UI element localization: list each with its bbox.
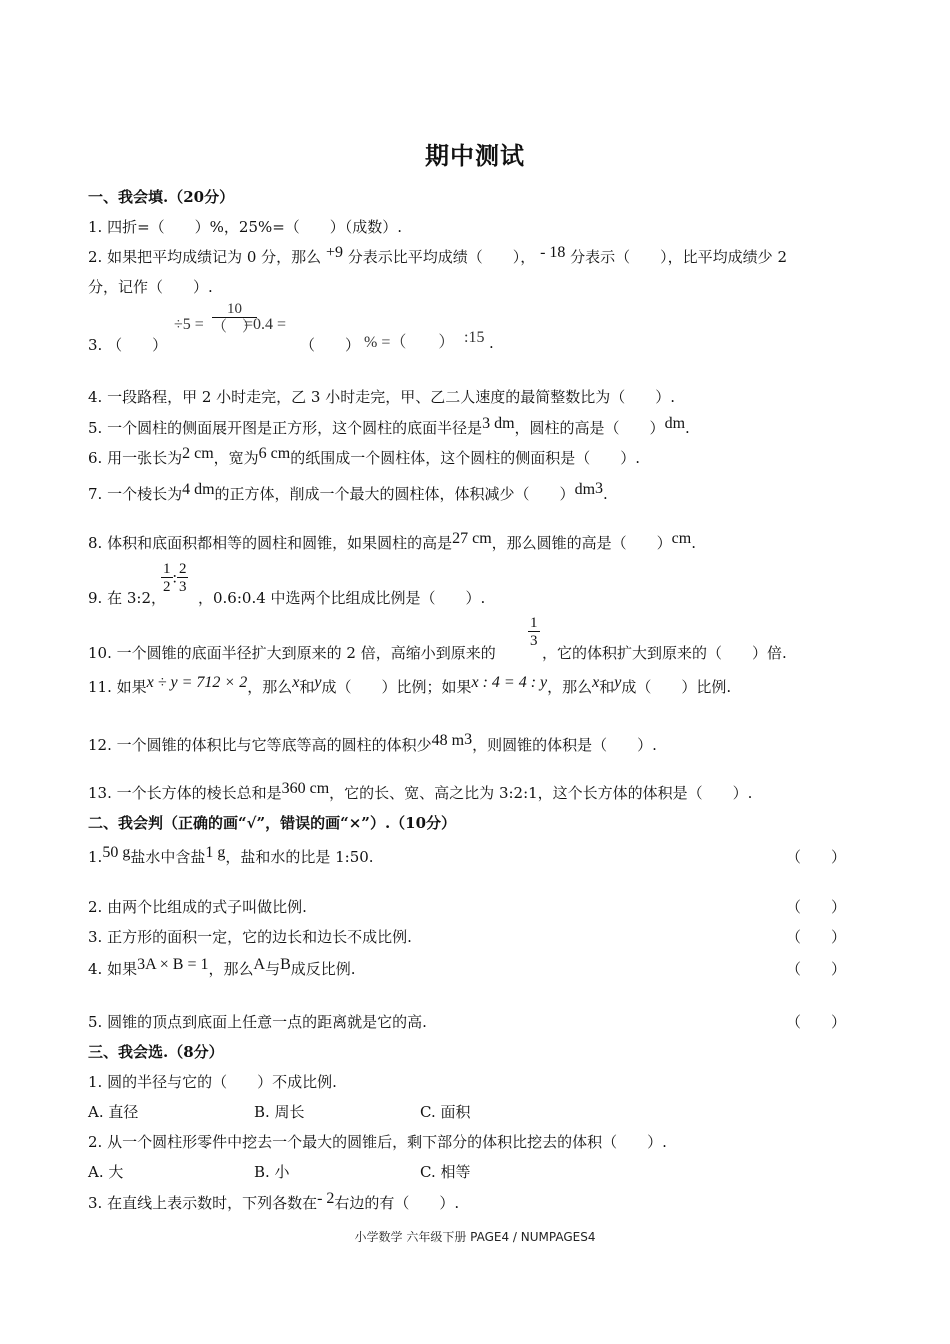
fraction-one-half: $\frac{1}{2}$ (163, 561, 171, 595)
fraction-two-thirds: $\frac{2}{3}$ (178, 561, 187, 595)
s2-question-5: 5. 圆锥的顶点到底面上任意一点的距离就是它的高. (88, 1013, 427, 1031)
s1-question-11: 11. 如果x ÷ y = 712 × 2，那么x和y成（ ）比例；如果x : 4 = 4 : y，那么x和y成（ ）比例. (88, 674, 732, 696)
s2-question-2: 2. 由两个比组成的式子叫做比例. (88, 898, 307, 916)
section2-heading: 二、我会判（正确的画“√”，错误的画“×”）.（10分） (88, 814, 457, 832)
page-footer: 小学数学 六年级下册 PAGE4 / NUMPAGES4 (354, 1230, 596, 1244)
s1-q10-rest: ，它的体积扩大到原来的（ ）倍. (542, 644, 787, 662)
s1-q9-fractions: $\frac{1}{2}$ : $\frac{2}{3}$ (163, 561, 187, 595)
s2-question-3: 3. 正方形的面积一定，它的边长和边长不成比例. (88, 928, 412, 946)
s2-q4-answer-paren: （ ） (785, 960, 846, 978)
s3-q2-option-c: C. 相等 (420, 1163, 471, 1181)
s2-q3-answer-paren: （ ） (785, 928, 846, 946)
section1-heading: 一、我会填.（20分） (88, 188, 235, 206)
page-title: 期中测试 (425, 141, 525, 170)
s1-question-2-line1: 2. 如果把平均成绩记为 0 分，那么 +9 分表示比平均成绩（ ）， - 18 分表示（ ），比平均成绩少 2 (88, 244, 787, 266)
s1-q3-blank: （ ） (300, 336, 361, 354)
s3-question-2: 2. 从一个圆柱形零件中挖去一个最大的圆锥后，剩下部分的体积比挖去的体积（ ）. (88, 1133, 667, 1151)
s1-question-6: 6. 用一张长为2 cm，宽为6 cm的纸围成一个圆柱体，这个圆柱的侧面积是（ ）. (88, 445, 640, 467)
s1-question-8: 8. 体积和底面积都相等的圆柱和圆锥，如果圆柱的高是27 cm，那么圆锥的高是（ ）cm. (88, 530, 696, 552)
s2-question-4: 4. 如果3A × B = 1，那么A与B成反比例. (88, 956, 356, 978)
s1-question-2-line2: 分，记作（ ）. (88, 278, 213, 296)
s1-question-13: 13. 一个长方体的棱长总和是360 cm，它的长、宽、高之比为 3:2:1，这个长方体的体积是（ ）. (88, 780, 753, 802)
s1-question-10: 10. 一个圆锥的底面半径扩大到原来的 2 倍，高缩小到原来的 (88, 644, 496, 662)
s1-q3-equals: =0.4 = (244, 316, 287, 333)
s1-question-5: 5. 一个圆柱的侧面展开图是正方形，这个圆柱的底面半径是3 dm，圆柱的高是（ ）dm. (88, 415, 690, 437)
s1-question-12: 12. 一个圆锥的体积比与它等底等高的圆柱的体积少48 $m^3$，则圆锥的体积是（ ）. (88, 731, 657, 754)
s1-question-1: 1. 四折=（ ）%，25%=（ ）（成数）. (88, 218, 403, 236)
s3-q2-option-b: B. 小 (254, 1163, 290, 1181)
s1-question-3: 3. （ ） (88, 336, 168, 354)
s1-question-9: 9. 在 3:2， (88, 589, 166, 607)
s1-q3-ratio: :15 (464, 329, 485, 346)
s1-q9-rest: ，0.6:0.4 中选两个比组成比例是（ ）. (198, 589, 486, 607)
fraction-one-third: $\frac{1}{3}$ (530, 615, 538, 649)
s2-q5-answer-paren: （ ） (785, 1013, 846, 1031)
s1-q3-period: . (489, 334, 494, 352)
s2-question-1: 1.50 g盐水中含盐1 g，盐和水的比是 1:50. (88, 844, 374, 866)
s3-question-3: 3. 在直线上表示数时，下列各数在- 2右边的有（ ）. (88, 1190, 460, 1212)
s1-q3-percent: % =（ ） (364, 334, 455, 351)
s3-question-1: 1. 圆的半径与它的（ ）不成比例. (88, 1073, 337, 1091)
s3-q1-option-a: A. 直径 (88, 1103, 139, 1121)
s1-question-7: 7. 一个棱长为4 dm的正方体，削成一个最大的圆柱体，体积减少（ ）$dm^3$. (88, 480, 608, 503)
section3-heading: 三、我会选.（8分） (88, 1043, 224, 1061)
s3-q1-option-b: B. 周长 (254, 1103, 305, 1121)
s1-q3-divide: ÷5 = (174, 316, 204, 333)
fraction: $\frac{10}{( )}$ (212, 301, 258, 335)
s2-q1-answer-paren: （ ） (785, 848, 846, 866)
s3-q1-option-c: C. 面积 (420, 1103, 471, 1121)
s3-q2-option-a: A. 大 (88, 1163, 124, 1181)
s1-question-4: 4. 一段路程，甲 2 小时走完，乙 3 小时走完，甲、乙二人速度的最简整数比为（ ）. (88, 388, 676, 406)
s1-q10-fraction (528, 616, 540, 649)
s2-q2-answer-paren: （ ） (785, 898, 846, 916)
